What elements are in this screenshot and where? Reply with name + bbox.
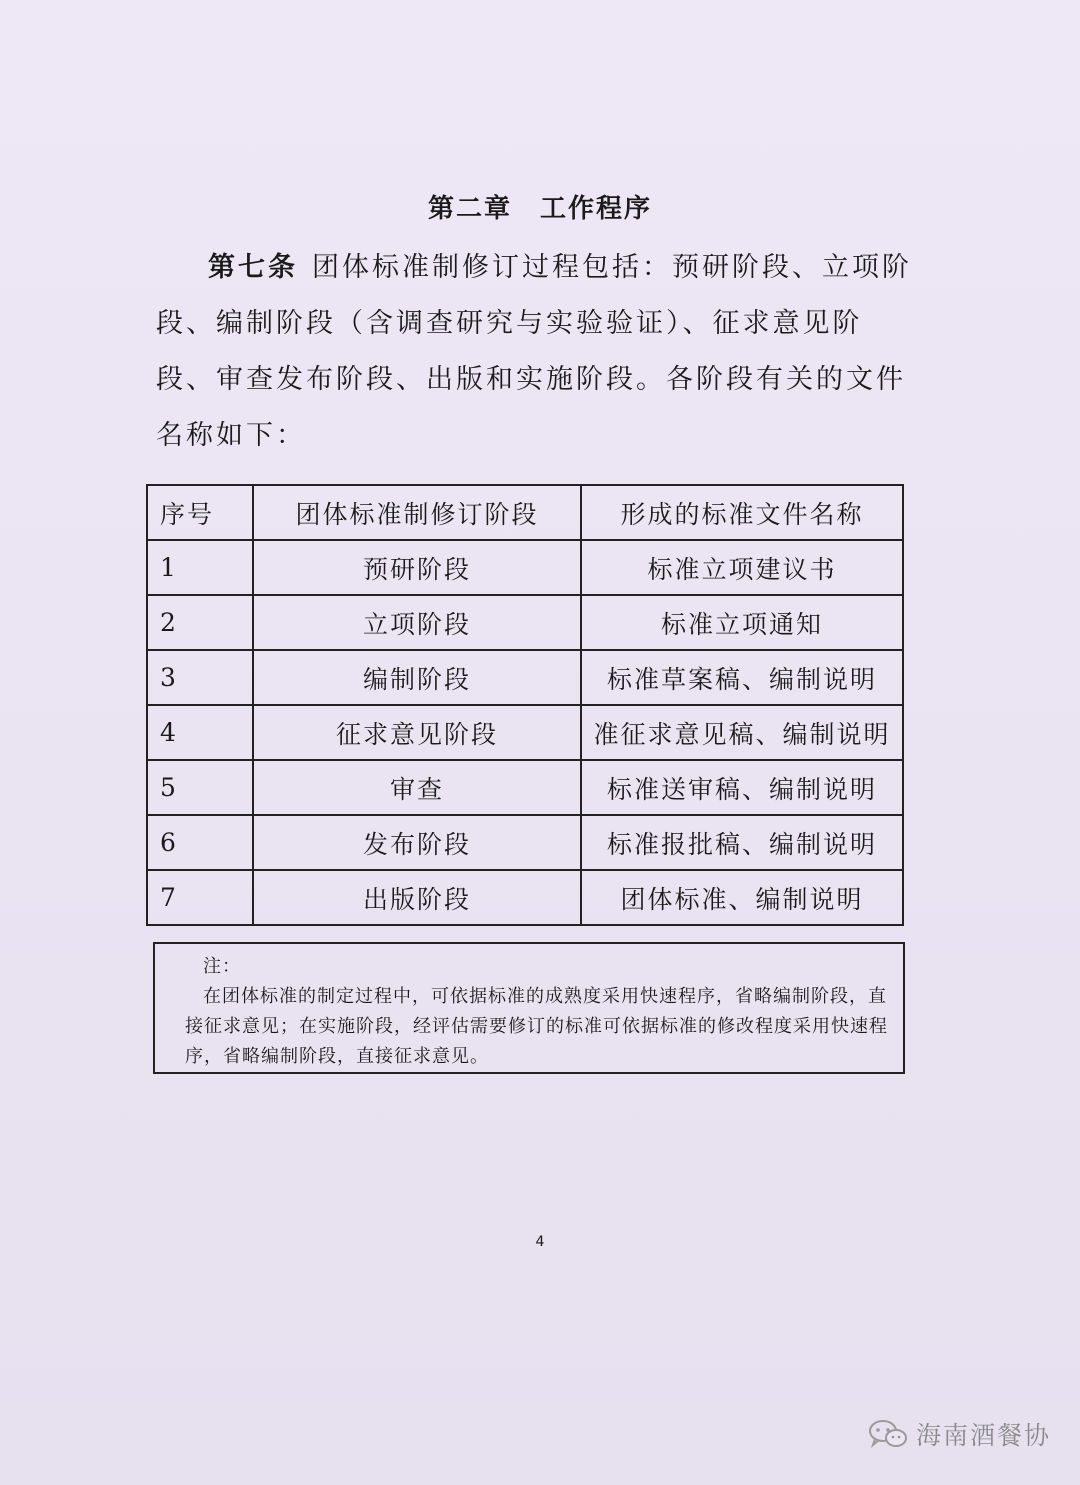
row-stage: 编制阶段 <box>253 650 581 705</box>
table-row <box>147 815 903 870</box>
table-row <box>147 650 903 705</box>
table-row <box>147 705 903 760</box>
row-document: 标准立项建议书 <box>581 540 903 595</box>
header-document: 形成的标准文件名称 <box>581 485 903 540</box>
row-number: 5 <box>147 760 253 815</box>
article-number: 第七条 <box>208 252 298 283</box>
row-stage: 征求意见阶段 <box>253 705 581 760</box>
row-document: 标准草案稿、编制说明 <box>581 650 903 705</box>
row-number: 6 <box>147 815 253 870</box>
row-document: 准征求意见稿、编制说明 <box>581 705 903 760</box>
note-text: 在团体标准的制定过程中，可依据标准的成熟度采用快速程序，省略编制阶段，直接征求意见；在实施阶段，经评估需要修订的标准可依据标准的修改程度采用快速程序，省略编制阶段，直接征求意见。 <box>185 986 888 1067</box>
row-stage: 出版阶段 <box>253 870 581 925</box>
row-number: 1 <box>147 540 253 595</box>
row-stage: 立项阶段 <box>253 595 581 650</box>
row-stage: 审查 <box>253 760 581 815</box>
row-number: 2 <box>147 595 253 650</box>
article-paragraph <box>156 240 916 464</box>
note-label: 注： <box>203 956 241 977</box>
table-row <box>147 870 903 925</box>
row-document: 标准立项通知 <box>581 595 903 650</box>
stages-table <box>146 484 904 926</box>
row-document: 标准送审稿、编制说明 <box>581 760 903 815</box>
header-stage: 团体标准制修订阶段 <box>253 485 581 540</box>
watermark-text: 海南酒餐协 <box>916 1421 1052 1450</box>
table-row <box>147 760 903 815</box>
watermark <box>868 1416 1051 1452</box>
row-number: 4 <box>147 705 253 760</box>
chapter-title: 第二章 工作程序 <box>427 194 652 224</box>
header-number: 序号 <box>147 485 253 540</box>
table-row <box>147 595 903 650</box>
page-number: 4 <box>535 1234 545 1250</box>
row-number: 3 <box>147 650 253 705</box>
table-row <box>147 540 903 595</box>
row-stage: 预研阶段 <box>253 540 581 595</box>
article-text: 团体标准制修订过程包括：预研阶段、立项阶段、编制阶段（含调查研究与实验验证）、征求意见阶段、审查发布阶段、出版和实施阶段。各阶段有关的文件名称如下： <box>156 252 912 451</box>
table-note <box>153 942 905 1074</box>
row-number: 7 <box>147 870 253 925</box>
row-document: 团体标准、编制说明 <box>581 870 903 925</box>
row-document: 标准报批稿、编制说明 <box>581 815 903 870</box>
table-header-row <box>147 485 903 540</box>
wechat-icon <box>868 1419 908 1449</box>
row-stage: 发布阶段 <box>253 815 581 870</box>
